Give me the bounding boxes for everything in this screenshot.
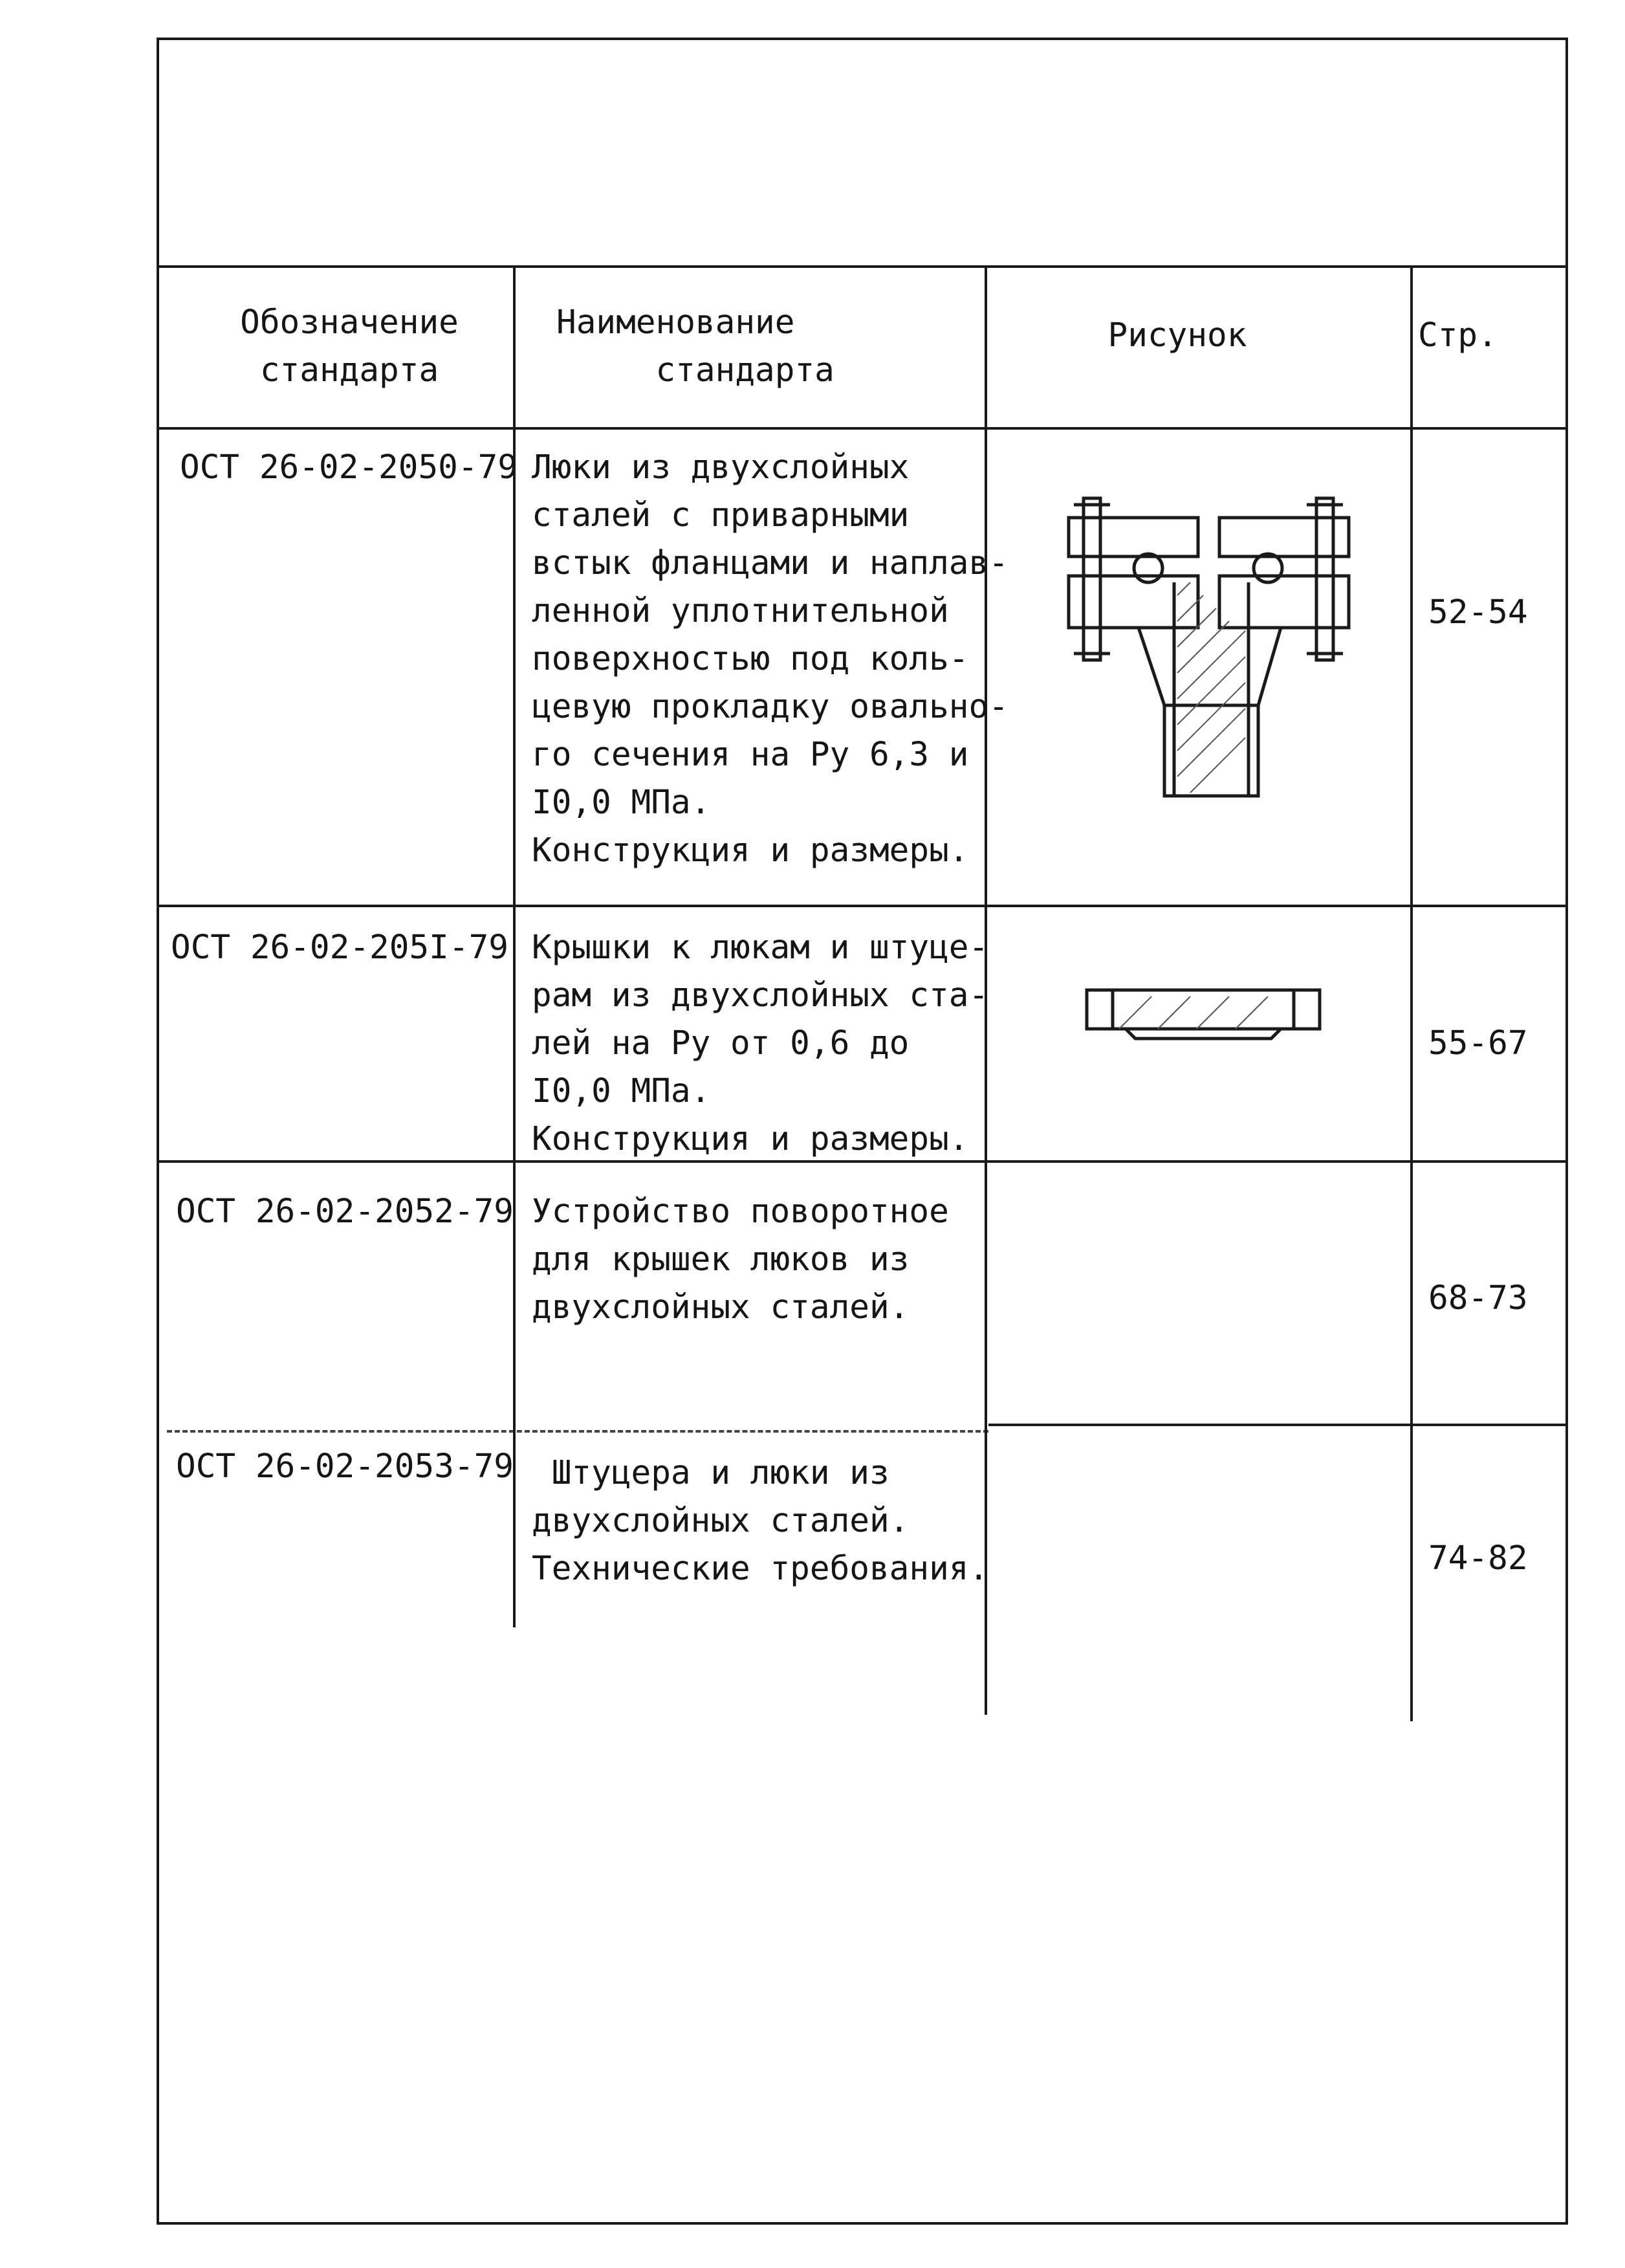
cover-plate-drawing <box>1074 977 1333 1048</box>
header-top-rule <box>157 265 1568 268</box>
row-4-designation: ОСТ 26-02-2053-79 <box>176 1448 514 1486</box>
header-bottom-rule <box>157 427 1568 430</box>
row-3-designation: ОСТ 26-02-2052-79 <box>176 1193 514 1231</box>
header-designation: Обозначение стандарта <box>240 303 459 390</box>
row-4-name: Штуцера и люки из двухслойных сталей. Технические требования. <box>532 1454 989 1588</box>
column-3-divider <box>1410 265 1413 1721</box>
manhole-flange-drawing <box>1061 492 1358 809</box>
row-2-page: 55-67 <box>1428 1024 1528 1062</box>
row-3-bottom-rule <box>988 1424 1568 1426</box>
row-4-page: 74-82 <box>1428 1539 1528 1578</box>
header-figure: Рисунок <box>1107 316 1247 355</box>
header-name: Наименование стандарта <box>556 303 834 390</box>
row-3-name: Устройство поворотное для крышек люков из двухслойных сталей. <box>532 1193 949 1327</box>
row-2-designation: ОСТ 26-02-205I-79 <box>171 929 508 967</box>
row-1-name: Люки из двухслойных сталей с приварными встык фланцами и наплав- ленной уплотнительной поверхностью под коль- цевую прокладку овально- го сечения на Ру 6,3 и I0,0 МПа. Конструкция и размеры. <box>532 448 1009 870</box>
row-1-designation: ОСТ 26-02-2050-79 <box>180 448 518 487</box>
row-1-page: 52-54 <box>1428 593 1528 632</box>
row-1-bottom-rule <box>157 905 1568 907</box>
row-3-page: 68-73 <box>1428 1279 1528 1317</box>
header-page: Стр. <box>1418 316 1498 355</box>
row-2-name: Крышки к люкам и штуце- рам из двухслойных ста- лей на Ру от 0,6 до I0,0 МПа. Конструкция и размеры. <box>532 929 989 1158</box>
row-3-bottom-dashed-rule <box>167 1430 988 1433</box>
